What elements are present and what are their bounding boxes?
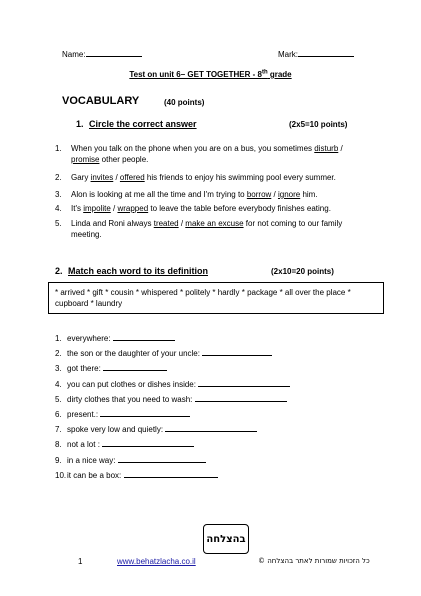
definition-text: everywhere: (67, 334, 111, 343)
definition-number: 2. (55, 349, 62, 359)
option-1[interactable]: disturb (314, 144, 339, 153)
question-number: 1. (55, 144, 62, 153)
page-number: 1 (78, 557, 83, 566)
question-before: When you talk on the phone when you are on a bus, you sometimes (71, 144, 315, 153)
answer-blank[interactable] (113, 331, 175, 341)
definition-item (55, 392, 287, 405)
answer-blank[interactable] (165, 422, 257, 432)
question-before: Linda and Roni always (71, 219, 154, 228)
mark-blank[interactable] (298, 47, 354, 57)
option-1[interactable]: invites (90, 173, 114, 182)
definition-text: dirty clothes that you need to wash: (67, 394, 193, 404)
question-after: to leave the table before everybody finishes eating. (148, 204, 331, 213)
option-slash: / (113, 173, 120, 182)
test-title (0, 69, 421, 80)
definition-item (55, 361, 167, 374)
definition-text: it can be a box: (67, 470, 122, 480)
answer-blank[interactable] (124, 468, 218, 478)
section2-title: Match each word to its definition (68, 266, 209, 276)
definition-text: got there: (67, 364, 101, 374)
option-1[interactable]: treated (153, 219, 179, 228)
section1-points: (2x5=10 points) (289, 120, 348, 129)
title-end: grade (267, 70, 292, 79)
definition-text: spoke very low and quietly: (67, 425, 164, 435)
question-text (71, 172, 371, 183)
vocabulary-heading: VOCABULARY (62, 95, 140, 107)
section1-number: 1. (76, 119, 84, 129)
answer-blank[interactable] (100, 407, 190, 417)
mark-field (278, 47, 354, 60)
definition-item (55, 437, 194, 450)
title-main: Test on unit 6– GET TOGETHER - 8 (129, 70, 262, 79)
question-text (71, 203, 371, 214)
question-after: other people. (99, 155, 149, 164)
vocabulary-points: (40 points) (164, 98, 205, 107)
answer-blank[interactable] (198, 377, 290, 387)
word-bank: * arrived * gift * cousin * whispered * politely * hardly * package * all over the place * cupboard * laundry (48, 282, 384, 314)
answer-blank[interactable] (103, 361, 167, 371)
question-number: 2. (55, 173, 62, 182)
website-link[interactable]: www.behatzlacha.co.il (117, 557, 196, 566)
option-2[interactable]: make an excuse (185, 219, 244, 228)
definition-text: in a nice way: (67, 455, 116, 465)
definition-text: not a lot : (67, 440, 100, 450)
option-2[interactable]: wrapped (117, 204, 149, 213)
option-slash: / (338, 144, 343, 153)
question-after: for not coming to our family meeting. (71, 219, 343, 239)
question-number: 3. (55, 190, 62, 199)
answer-blank[interactable] (118, 453, 206, 463)
definition-text: present.: (67, 410, 99, 419)
definition-number: 10. (55, 470, 67, 480)
section1-title: Circle the correct answer (89, 119, 197, 129)
option-2[interactable]: offered (119, 173, 145, 182)
copyright-text: כל הזכויות שמורות לאתר בהצלחה © (258, 557, 370, 565)
question-before: Gary (71, 173, 91, 182)
definition-number: 4. (55, 379, 62, 389)
question-before: It's (71, 204, 84, 213)
definition-item (55, 468, 218, 481)
question-before: Alon is looking at me all the time and I'm trying to (71, 190, 247, 199)
question-text (71, 143, 371, 165)
option-slash: / (110, 204, 118, 213)
definition-item (55, 407, 190, 420)
definition-number: 9. (55, 455, 62, 465)
option-slash: / (178, 219, 186, 228)
definition-text: the son or the daughter of your uncle: (67, 349, 200, 359)
definition-item (55, 453, 206, 466)
name-blank[interactable] (86, 47, 142, 57)
definition-number: 1. (55, 334, 62, 343)
option-1[interactable]: impolite (83, 204, 111, 213)
mark-label: Mark: (278, 50, 298, 59)
option-2[interactable]: ignore (277, 190, 301, 199)
definition-number: 8. (55, 440, 62, 450)
definition-item (55, 377, 290, 390)
answer-blank[interactable] (195, 392, 287, 402)
definition-item (55, 331, 175, 344)
definition-number: 7. (55, 425, 62, 435)
question-number: 5. (55, 219, 62, 228)
question-after: his friends to enjoy his swimming pool every summer. (144, 173, 336, 182)
behatzlacha-logo: בהצלחה (203, 524, 249, 554)
definition-item (55, 346, 272, 359)
definition-number: 3. (55, 364, 62, 374)
title-sup: th (261, 69, 268, 76)
definition-text: you can put clothes or dishes inside: (67, 379, 196, 389)
definition-item (55, 422, 257, 435)
definition-number: 6. (55, 410, 62, 419)
question-text (71, 189, 371, 200)
question-after: him. (300, 190, 318, 199)
section2-number: 2. (55, 266, 63, 276)
option-1[interactable]: borrow (246, 190, 272, 199)
option-2[interactable]: promise (71, 155, 100, 164)
question-text (71, 218, 371, 240)
answer-blank[interactable] (202, 346, 272, 356)
answer-blank[interactable] (102, 437, 194, 447)
definition-number: 5. (55, 394, 62, 404)
name-label: Name: (62, 50, 86, 59)
question-number: 4. (55, 204, 62, 213)
name-field (62, 47, 142, 60)
option-slash: / (271, 190, 278, 199)
section2-points: (2x10=20 points) (271, 267, 334, 276)
